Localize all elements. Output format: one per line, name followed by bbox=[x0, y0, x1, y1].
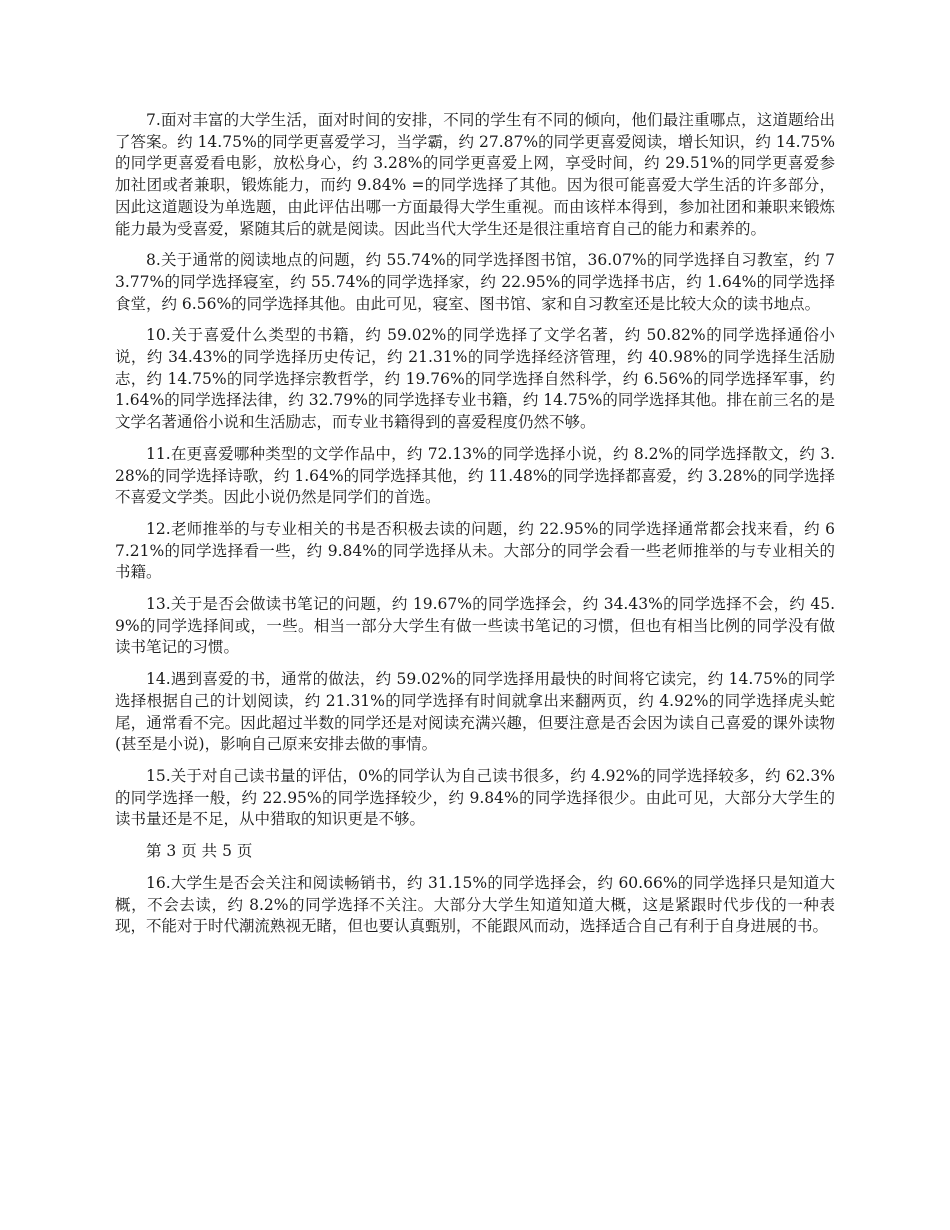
paragraph-q15: 15.关于对自己读书量的评估，0%的同学认为自己读书很多，约 4.92%的同学选择较多，约 62.3%的同学选择一般，约 22.95%的同学选择较少，约 9.84%的同学选择很少。由此可见，大部分大学生的读书量还是不足，从中猎取的知识更是不够。 bbox=[115, 766, 835, 829]
paragraph-q13: 13.关于是否会做读书笔记的问题，约 19.67%的同学选择会，约 34.43%的同学选择不会，约 45.9%的同学选择间或，一些。相当一部分大学生有做一些读书笔记的习惯，但也有相当比例的同学没有做读书笔记的习惯。 bbox=[115, 595, 835, 657]
paragraph-q11: 11.在更喜爱哪种类型的文学作品中，约 72.13%的同学选择小说，约 8.2%的同学选择散文，约 3.28%的同学选择诗歌，约 1.64%的同学选择其他，约 11.48%的同学选择都喜爱，约 3.28%的同学选择不喜爱文学类。因此小说仍然是同学们的首选。 bbox=[115, 444, 835, 507]
paragraph-q14: 14.遇到喜爱的书，通常的做法，约 59.02%的同学选择用最快的时间将它读完，约 14.75%的同学选择根据自己的计划阅读，约 21.31%的同学选择有时间就拿出来翻两页，约 4.92%的同学选择虎头蛇尾，通常看不完。因此超过半数的同学还是对阅读充满兴趣，但要注意是否会因为读自己喜爱的课外读物(甚至是小说)，影响自己原来安排去做的事情。 bbox=[115, 670, 835, 754]
paragraph-q8: 8.关于通常的阅读地点的问题，约 55.74%的同学选择图书馆，36.07%的同学选择自习教室，约 73.77%的同学选择寝室，约 55.74%的同学选择家，约 22.95%的同学选择书店，约 1.64%的同学选择食堂，约 6.56%的同学选择其他。由此可见，寝室、图书馆、家和自习教室还是比较大众的读书地点。 bbox=[115, 251, 835, 313]
document-page bbox=[115, 110, 835, 948]
paragraph-q12: 12.老师推举的与专业相关的书是否积极去读的问题，约 22.95%的同学选择通常都会找来看，约 67.21%的同学选择看一些，约 9.84%的同学选择从未。大部分的同学会看一些老师推举的与专业相关的书籍。 bbox=[115, 519, 835, 582]
paragraph-q16: 16.大学生是否会关注和阅读畅销书，约 31.15%的同学选择会，约 60.66%的同学选择只是知道大概，不会去读，约 8.2%的同学选择不关注。大部分大学生知道知道大概，这是紧跟时代步伐的一种表现，不能对于时代潮流熟视无睹，但也要认真甄别，不能跟风而动，选择适合自己有利于自身进展的书。 bbox=[115, 873, 835, 936]
paragraph-q7: 7.面对丰富的大学生活，面对时间的安排，不同的学生有不同的倾向，他们最注重哪点，这道题给出了答案。约 14.75%的同学更喜爱学习，当学霸，约 27.87%的同学更喜爱阅读，增长知识，约 14.75%的同学更喜爱看电影，放松身心，约 3.28%的同学更喜爱上网，享受时间，约 29.51%的同学更喜爱参加社团或者兼职，锻炼能力，而约 9.84% =的同学选择了其他。因为很可能喜爱大学生活的许多部分，因此这道题设为单选题，由此评估出哪一方面最得大学生重视。而由该样本得到，参加社团和兼职来锻炼能力最为受喜爱，紧随其后的就是阅读。因此当代大学生还是很注重培育自己的能力和素养的。 bbox=[115, 111, 835, 238]
paragraph-q10: 10.关于喜爱什么类型的书籍，约 59.02%的同学选择了文学名著，约 50.82%的同学选择通俗小说，约 34.43%的同学选择历史传记，约 21.31%的同学选择经济管理，约 40.98%的同学选择生活励志，约 14.75%的同学选择宗教哲学，约 19.76%的同学选择自然科学，约 6.56%的同学选择军事，约 1.64%的同学选择法律，约 32.79%的同学选择专业书籍，约 14.75%的同学选择其他。排在前三名的是文学名著通俗小说和生活励志，而专业书籍得到的喜爱程度仍然不够。 bbox=[115, 326, 835, 432]
page-number-marker: 第 3 页 共 5 页 bbox=[146, 842, 253, 861]
